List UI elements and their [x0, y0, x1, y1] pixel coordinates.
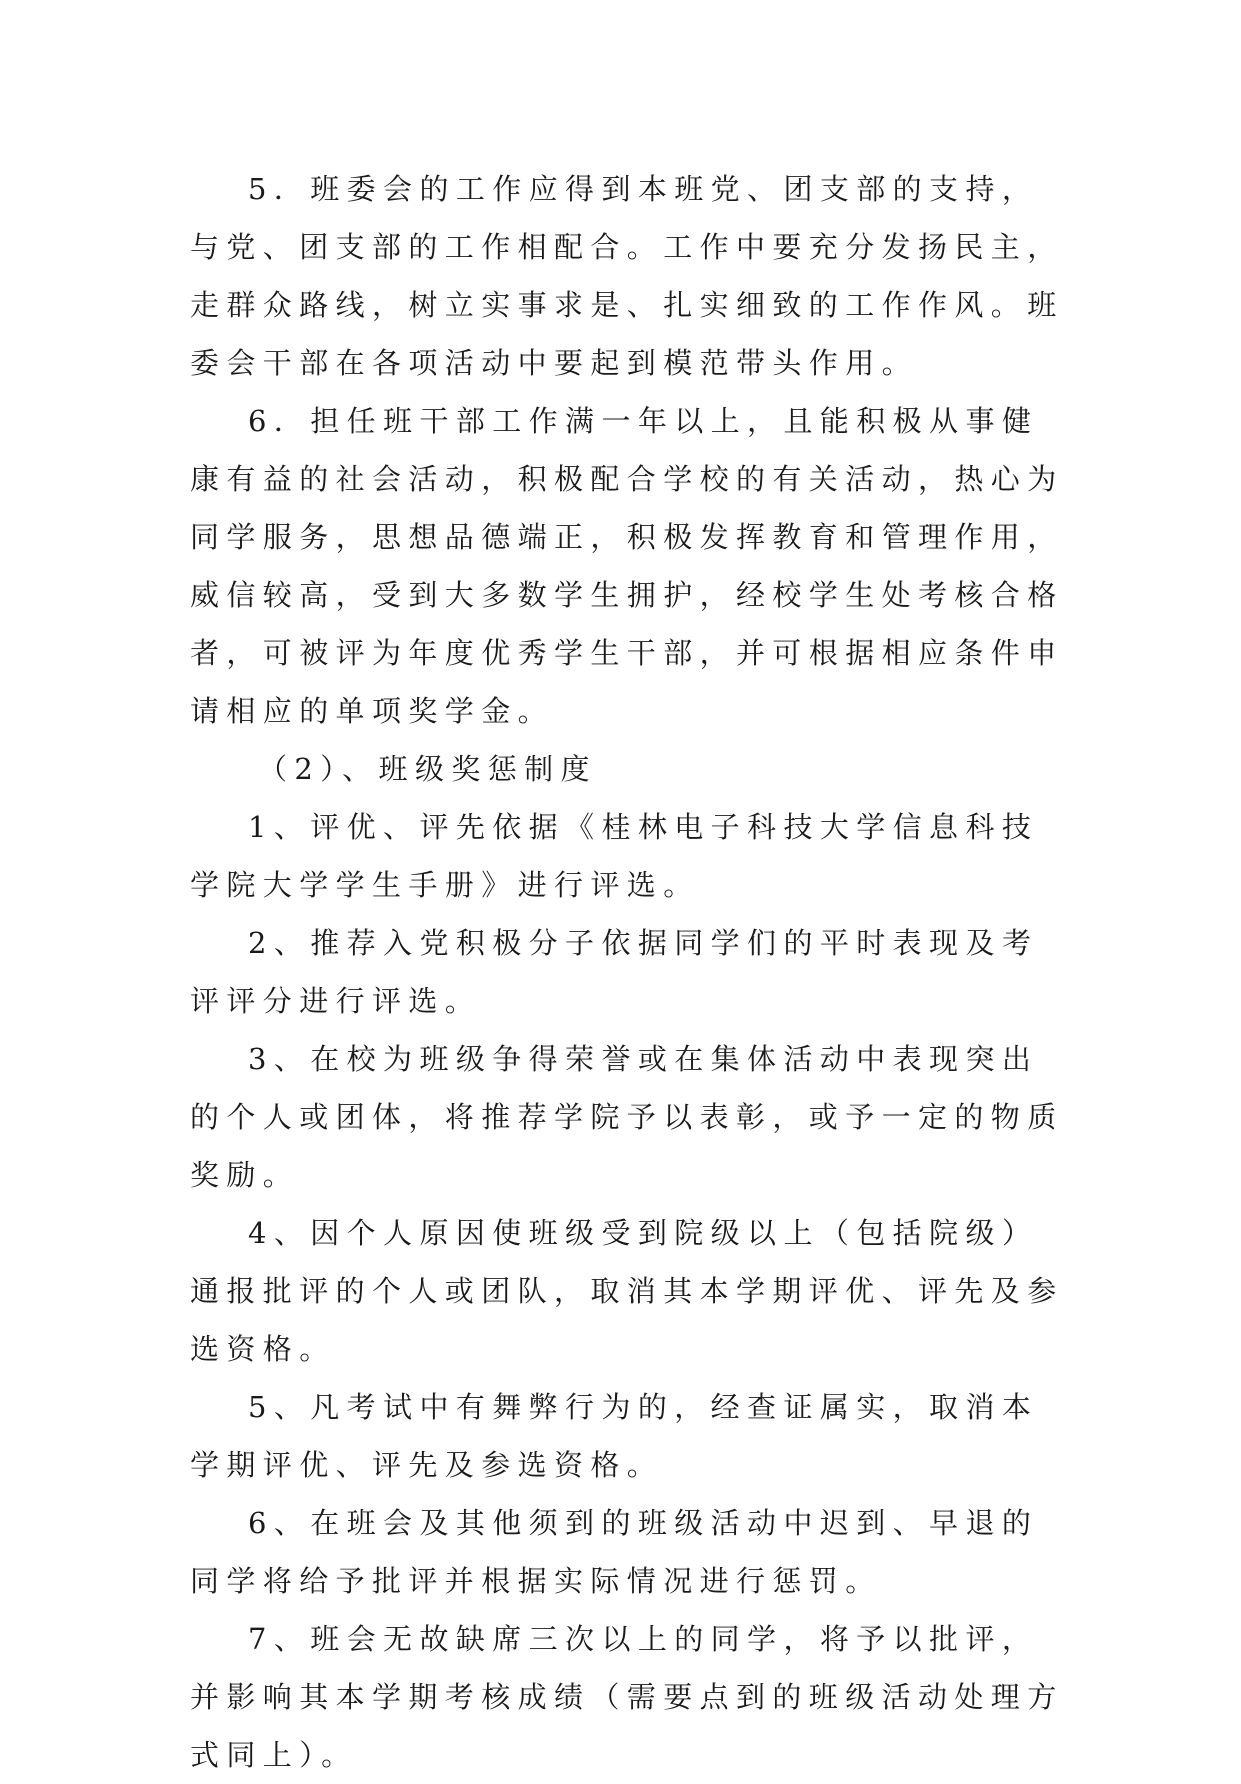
section-heading-rewards-penalties: （2）、班级奖惩制度	[258, 752, 597, 786]
paragraph-class-committee-work: 5．班委会的工作应得到本班党、团支部的支持，与党、团支部的工作相配合。工作中要充分发扬民主，走群众路线，树立实事求是、扎实细致的工作作风。班委会干部在各项活动中要起到模范带头作用。	[190, 172, 1064, 380]
paragraph-rule-7: 7、班会无故缺席三次以上的同学，将予以批评，并影响其本学期考核成绩（需要点到的班级活动处理方式同上）。	[190, 1622, 1064, 1772]
paragraph-rule-6: 6、在班会及其他须到的班级活动中迟到、早退的同学将给予批评并根据实际情况进行惩罚。	[190, 1506, 1039, 1598]
paragraph-outstanding-cadre: 6．担任班干部工作满一年以上，且能积极从事健康有益的社会活动，积极配合学校的有关活动，热心为同学服务，思想品德端正，积极发挥教育和管理作用，威信较高，受到大多数学生拥护，经校学生处考核合格者，可被评为年度优秀学生干部，并可根据相应条件申请相应的单项奖学金。	[190, 404, 1064, 728]
paragraph-rule-4: 4、因个人原因使班级受到院级以上（包括院级）通报批评的个人或团队，取消其本学期评优、评先及参选资格。	[190, 1216, 1064, 1366]
paragraph-rule-1: 1、评优、评先依据《桂林电子科技大学信息科技学院大学学生手册》进行评选。	[190, 810, 1039, 902]
paragraph-rule-3: 3、在校为班级争得荣誉或在集体活动中表现突出的个人或团体，将推荐学院予以表彰，或予一定的物质奖励。	[190, 1042, 1064, 1192]
document-body	[190, 160, 1070, 1784]
paragraph-rule-5: 5、凡考试中有舞弊行为的，经查证属实，取消本学期评优、评先及参选资格。	[190, 1390, 1039, 1482]
paragraph-rule-2: 2、推荐入党积极分子依据同学们的平时表现及考评评分进行评选。	[190, 926, 1039, 1018]
